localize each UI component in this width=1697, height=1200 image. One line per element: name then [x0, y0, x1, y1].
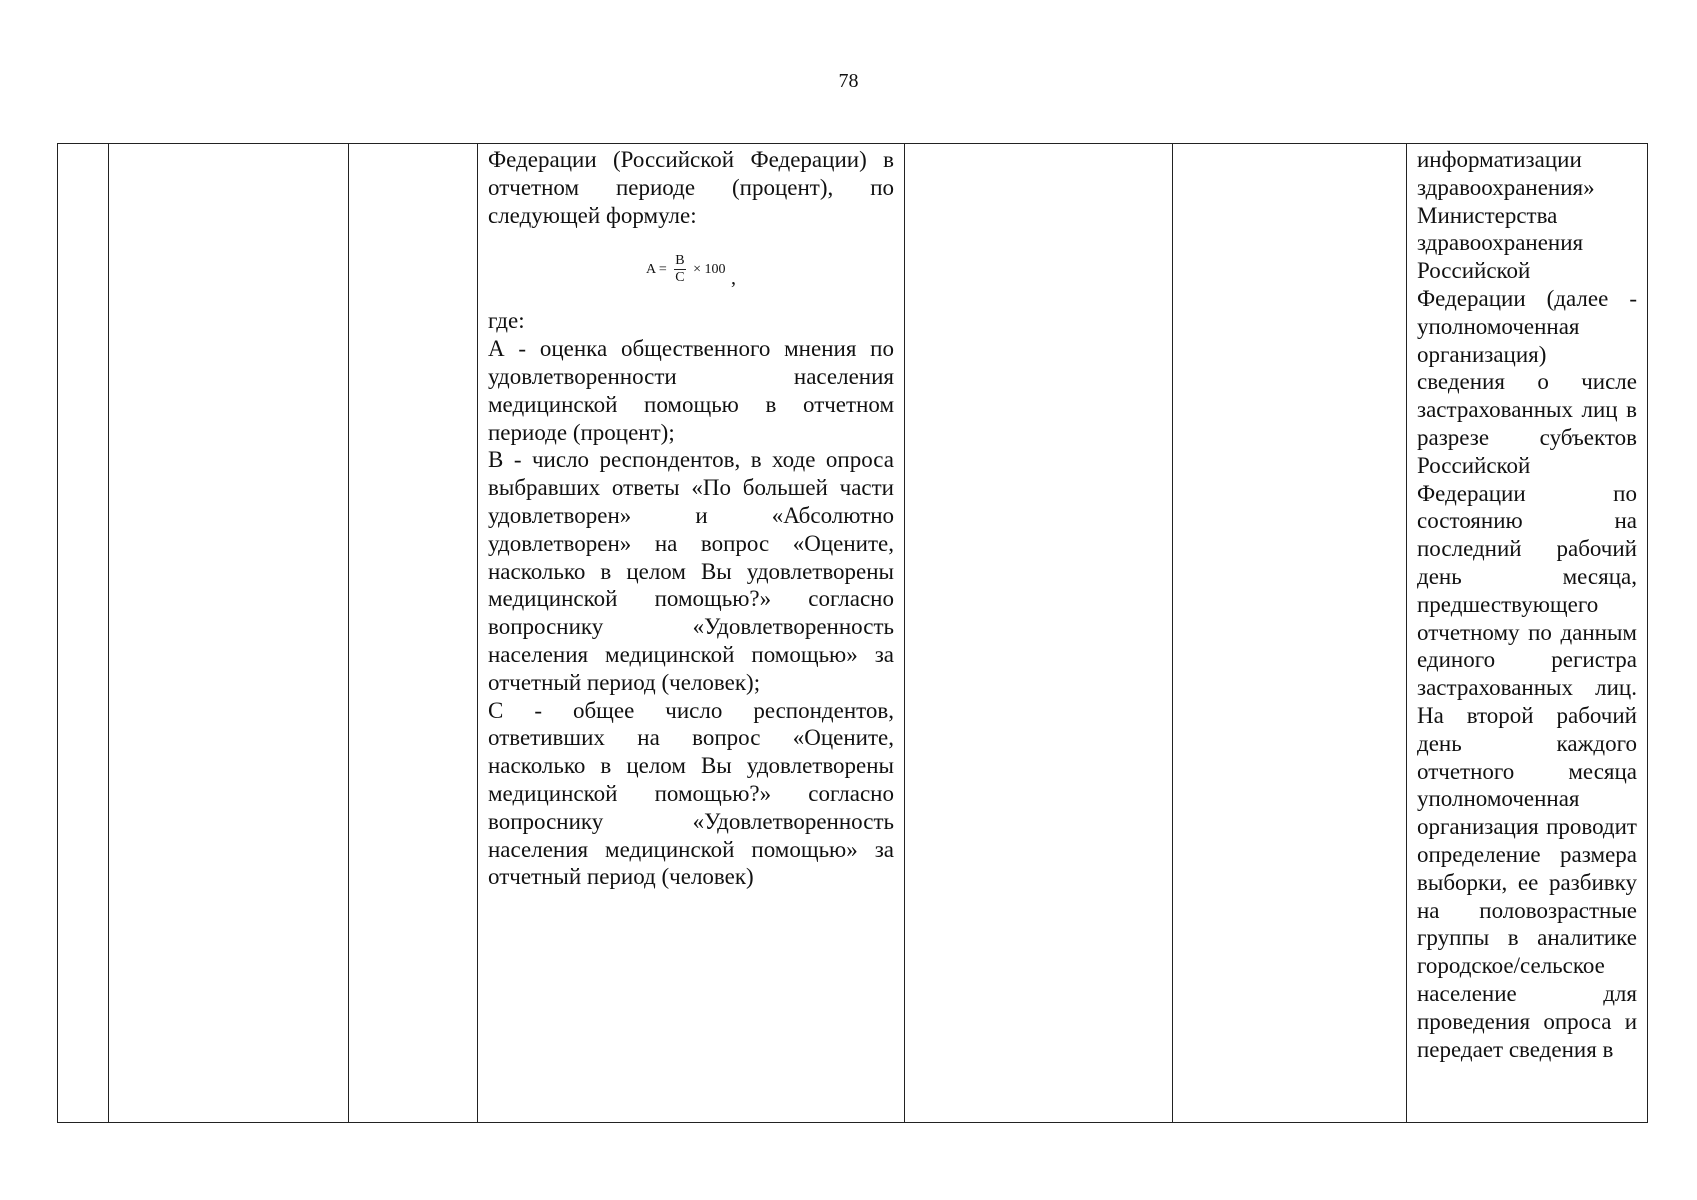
formula-lhs: A =	[646, 261, 667, 277]
formula-comma: ,	[730, 267, 736, 290]
indicator-table	[57, 143, 1648, 1123]
page-number: 78	[838, 70, 859, 92]
table-row	[58, 144, 1648, 1123]
cell-indicator-name	[109, 144, 349, 1123]
formula-where: где:	[488, 308, 525, 334]
formula-denominator: C	[675, 270, 685, 286]
formula-numerator: B	[675, 253, 685, 269]
cell-calculation-method	[478, 144, 905, 1123]
formula-intro: Федерации (Российской Федерации) в отчетном периоде (процент), по следующей формуле:	[488, 147, 894, 228]
definition-a: А - оценка общественного мнения по удовлетворенности населения медицинской помощью в отчетном периоде (процент);	[488, 336, 894, 445]
cell-collection-method	[1407, 144, 1648, 1123]
formula-fraction	[674, 253, 685, 286]
cell-responsible	[1173, 144, 1407, 1123]
cell-data-source	[905, 144, 1173, 1123]
formula	[488, 253, 894, 297]
formula-multiplier: × 100	[693, 261, 726, 277]
cell-unit	[349, 144, 478, 1123]
cell-number	[58, 144, 109, 1123]
definition-b: В - число респондентов, в ходе опроса выбравших ответы «По большей части удовлетворен» и «Абсолютно удовлетворен» на вопрос «Оцените, насколько в целом Вы удовлетворены медицинской помощью?» согласно вопроснику «Удовлетворенность населения медицинской помощью» за отчетный период (человек);	[488, 447, 894, 695]
definition-c: С - общее число респондентов, ответивших на вопрос «Оцените, насколько в целом Вы удовлетворены медицинской помощью?» согласно вопроснику «Удовлетворенность населения медицинской помощью» за отчетный период (человек)	[488, 697, 894, 890]
collection-method-text: информатизации здравоохранения» Министерства здравоохранения Российской Федерации (далее - уполномоченная организация) сведения о числе застрахованных лиц в разрезе субъектов Российской Федерации по состоянию на последний рабочий день месяца, предшествующего отчетному по данным единого регистра застрахованных лиц. На второй рабочий день каждого отчетного месяца уполномоченная организация проводит определение размера выборки, ее разбивку на половозрастные группы в аналитике городское/сельское население для проведения опроса и передает сведения в	[1417, 147, 1637, 1062]
